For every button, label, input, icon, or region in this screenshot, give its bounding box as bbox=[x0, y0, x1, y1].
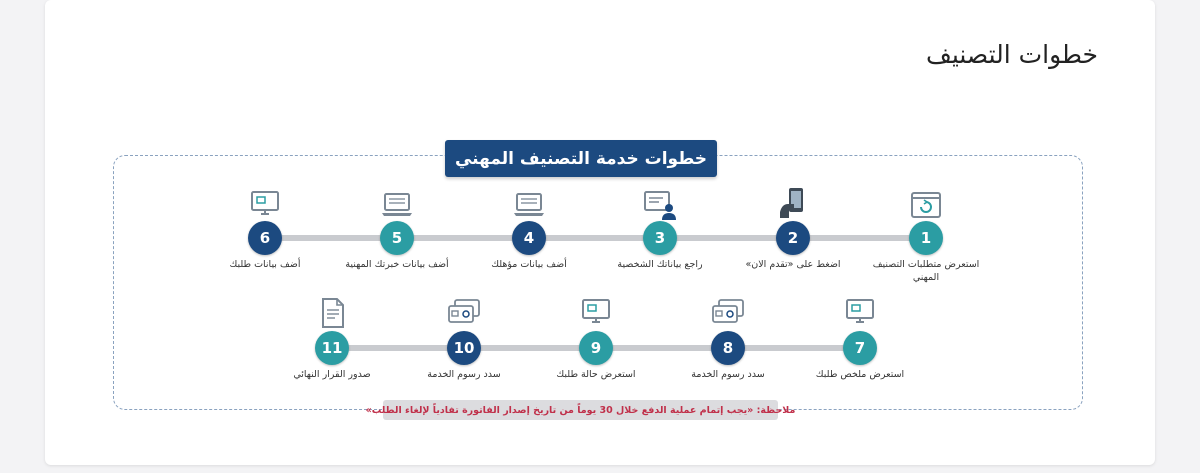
step-4-circle: 4 bbox=[512, 221, 546, 255]
document-icon bbox=[315, 296, 349, 330]
step-2-label: اضغط على «تقدم الان» bbox=[745, 259, 841, 270]
step-7-label: استعرض ملخص طلبك bbox=[815, 369, 905, 380]
browser-refresh-icon bbox=[909, 188, 943, 222]
step-4-label: أضف بيانات مؤهلك bbox=[491, 259, 567, 270]
laptop-icon bbox=[512, 188, 546, 222]
step-10-circle: 10 bbox=[447, 331, 481, 365]
step-7-circle: 7 bbox=[843, 331, 877, 365]
mobile-tap-icon bbox=[776, 186, 810, 220]
step-5-label: أضف بيانات خبرتك المهنية bbox=[345, 259, 449, 270]
step-3-label: راجع بياناتك الشخصية bbox=[617, 259, 703, 270]
step-8-circle: 8 bbox=[711, 331, 745, 365]
step-2-circle: 2 bbox=[776, 221, 810, 255]
step-10-label: سدد رسوم الخدمة bbox=[427, 369, 501, 380]
step-3-circle: 3 bbox=[643, 221, 677, 255]
user-profile-screen-icon bbox=[643, 188, 677, 222]
step-6-circle: 6 bbox=[248, 221, 282, 255]
laptop-icon bbox=[380, 188, 414, 222]
step-11-label: صدور القرار النهائي bbox=[293, 369, 371, 380]
monitor-icon bbox=[248, 188, 282, 222]
monitor-icon bbox=[579, 296, 613, 330]
step-1-label: استعرض متطلبات التصنيف المهني bbox=[872, 259, 980, 283]
step-8-label: سدد رسوم الخدمة bbox=[691, 369, 765, 380]
payment-cards-icon bbox=[711, 296, 745, 330]
timeline-row-1 bbox=[265, 235, 927, 241]
step-11-circle: 11 bbox=[315, 331, 349, 365]
steps-banner: خطوات خدمة التصنيف المهني bbox=[445, 140, 717, 177]
payment-note: ملاحظة: «يجب إتمام عملية الدفع خلال 30 يوماً من تاريخ إصدار الفاتورة تفادياً لإلغاء الطلب» bbox=[383, 400, 778, 420]
step-9-label: استعرض حالة طلبك bbox=[556, 369, 636, 380]
step-6-label: أضف بيانات طلبك bbox=[229, 259, 301, 270]
monitor-icon bbox=[843, 296, 877, 330]
step-5-circle: 5 bbox=[380, 221, 414, 255]
step-1-circle: 1 bbox=[909, 221, 943, 255]
page-title: خطوات التصنيف bbox=[925, 40, 1098, 69]
step-9-circle: 9 bbox=[579, 331, 613, 365]
payment-cards-icon bbox=[447, 296, 481, 330]
